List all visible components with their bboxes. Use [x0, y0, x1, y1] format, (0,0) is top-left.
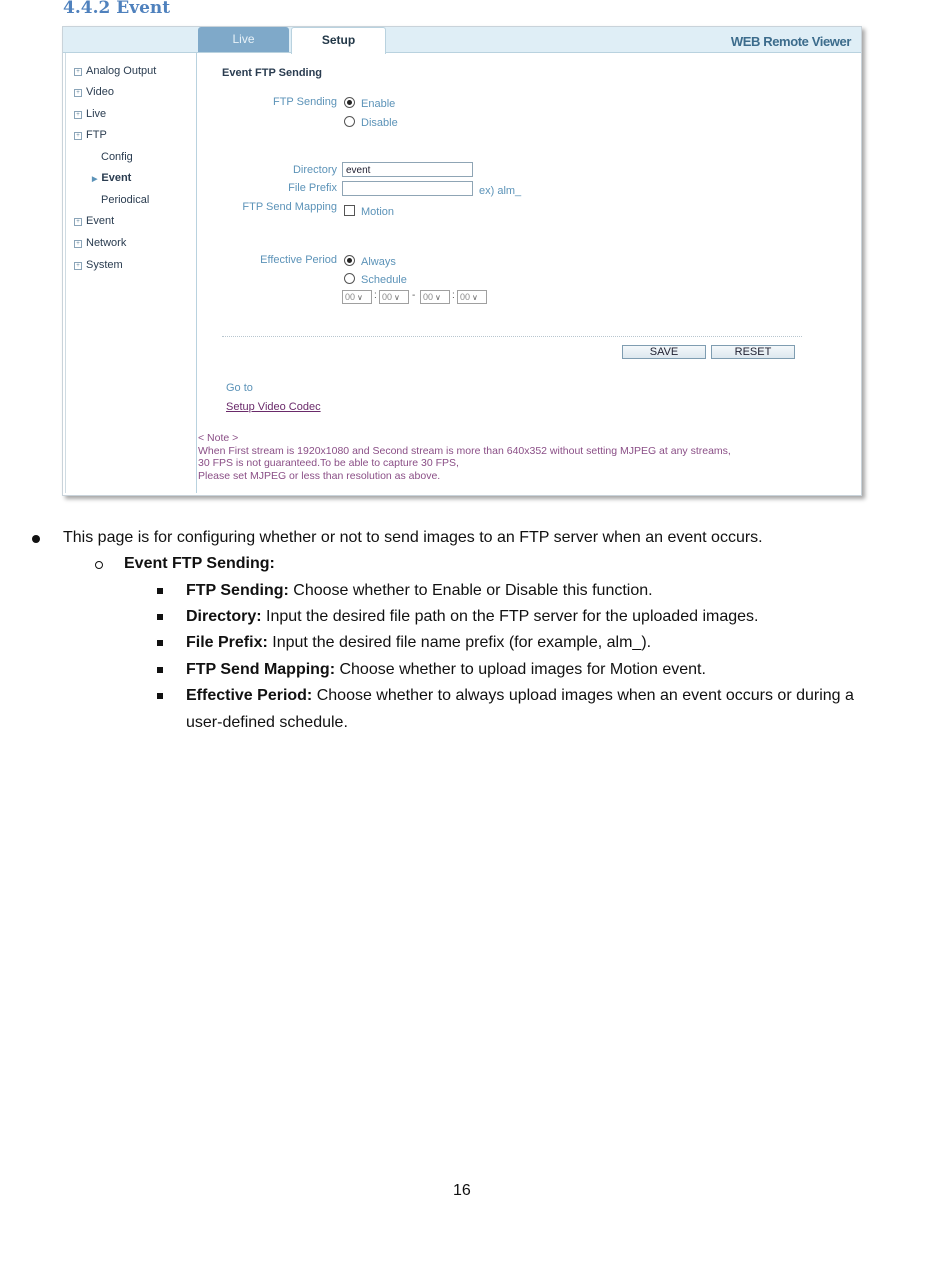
bullet-square-icon	[157, 614, 163, 620]
radio-checked-icon	[344, 255, 355, 266]
item-term: Effective Period:	[186, 687, 313, 704]
item-text: Input the desired file name prefix (for example, alm_).	[267, 634, 652, 651]
note-line: 30 FPS is not guaranteed.To be able to capture 30 FPS,	[198, 457, 459, 469]
list-item	[186, 687, 854, 705]
checkbox-label: Motion	[361, 206, 395, 218]
sidebar-subitem-event[interactable]	[92, 172, 131, 184]
list-item	[186, 608, 758, 626]
reset-button[interactable]: RESET	[711, 345, 795, 359]
divider	[222, 336, 802, 337]
sidebar-subitem-periodical[interactable]: Periodical	[101, 194, 150, 206]
sidebar-item-label: System	[86, 259, 123, 271]
item-term: File Prefix:	[186, 634, 268, 651]
sidebar-item-network[interactable]	[74, 237, 126, 249]
chevron-down-icon: ∨	[357, 293, 363, 302]
ftp-sending-disable-radio[interactable]	[344, 116, 398, 129]
chevron-down-icon: ∨	[472, 293, 478, 302]
chevron-down-icon: ∨	[394, 293, 400, 302]
select-value: 00	[460, 292, 471, 302]
sidebar-item-video[interactable]	[74, 86, 114, 98]
motion-checkbox[interactable]	[344, 205, 394, 218]
radio-label: Enable	[361, 98, 396, 110]
radio-checked-icon	[344, 97, 355, 108]
expand-icon: +	[74, 240, 82, 248]
ftp-send-mapping-label: FTP Send Mapping	[242, 201, 337, 213]
note-line: When First stream is 1920x1080 and Second stream is more than 640x352 without setting MJPEG at any streams,	[198, 444, 731, 457]
sidebar	[65, 53, 197, 493]
schedule-time-range	[342, 290, 502, 306]
checkbox-unchecked-icon	[344, 205, 355, 216]
period-schedule-radio[interactable]	[344, 273, 407, 286]
ftp-sending-label: FTP Sending	[272, 96, 337, 108]
tab-setup[interactable]: Setup	[291, 27, 386, 54]
item-term: Directory:	[186, 608, 262, 625]
sidebar-item-label: Analog Output	[86, 65, 157, 77]
list-item	[186, 634, 651, 652]
file-prefix-hint: ex) alm_	[479, 185, 522, 197]
tab-live[interactable]: Live	[198, 27, 289, 52]
settings-panel	[197, 53, 859, 493]
sidebar-item-label: Live	[86, 108, 107, 120]
expand-icon: +	[74, 218, 82, 226]
expand-icon: +	[74, 111, 82, 119]
top-tab-bar	[63, 27, 861, 53]
note-block	[198, 432, 731, 482]
note-heading: < Note >	[198, 432, 239, 444]
bullet-square-icon	[157, 640, 163, 646]
section-heading: 4.4.2 Event	[63, 0, 171, 18]
brand-logo: WEB Remote Viewer	[730, 34, 851, 49]
ui-screenshot	[62, 26, 862, 496]
sidebar-item-event[interactable]	[74, 215, 114, 227]
sidebar-item-label: FTP	[86, 129, 107, 141]
active-arrow-icon: ▶	[92, 176, 98, 183]
start-minute-select[interactable]	[379, 290, 409, 304]
radio-label: Schedule	[361, 274, 407, 286]
radio-label: Disable	[361, 117, 398, 129]
sidebar-item-system[interactable]	[74, 259, 123, 271]
list-item	[186, 582, 653, 600]
list-item	[186, 661, 706, 679]
sidebar-subitem-config[interactable]: Config	[101, 151, 133, 163]
directory-label: Directory	[292, 164, 337, 176]
time-separator: :	[374, 290, 377, 301]
subsection-heading: Event FTP Sending:	[124, 555, 275, 572]
item-text: Choose whether to Enable or Disable this function.	[288, 582, 653, 599]
radio-unchecked-icon	[344, 116, 355, 127]
bullet-square-icon	[157, 693, 163, 699]
effective-period-label: Effective Period	[260, 254, 337, 266]
expand-icon: +	[74, 68, 82, 76]
expand-icon: +	[74, 262, 82, 270]
file-prefix-input[interactable]	[342, 181, 473, 196]
bullet-disc-icon	[32, 535, 40, 543]
page-number: 16	[453, 1182, 471, 1199]
intro-paragraph: This page is for configuring whether or not to send images to an FTP server when an event occurs.	[63, 529, 763, 546]
period-always-radio[interactable]	[344, 255, 396, 268]
sidebar-item-label: Video	[86, 86, 114, 98]
end-minute-select[interactable]	[457, 290, 487, 304]
sidebar-item-ftp[interactable]	[74, 129, 107, 141]
item-text: Choose whether to upload images for Motion event.	[335, 661, 706, 678]
item-text: Choose whether to always upload images when an event occurs or during a	[312, 687, 854, 704]
end-hour-select[interactable]	[420, 290, 450, 304]
list-item-continuation: user-defined schedule.	[186, 714, 348, 731]
expand-icon: +	[74, 89, 82, 97]
time-separator: :	[452, 290, 455, 301]
bullet-square-icon	[157, 588, 163, 594]
save-button[interactable]: SAVE	[622, 345, 706, 359]
expand-icon: +	[74, 132, 82, 140]
radio-label: Always	[361, 256, 396, 268]
sidebar-item-analog-output[interactable]	[74, 65, 156, 77]
setup-video-codec-link[interactable]: Setup Video Codec	[226, 401, 321, 413]
file-prefix-label: File Prefix	[288, 182, 337, 194]
item-term: FTP Send Mapping:	[186, 661, 336, 678]
range-separator: -	[412, 290, 416, 301]
sidebar-item-label: Event	[86, 215, 115, 227]
select-value: 00	[382, 292, 393, 302]
select-value: 00	[345, 292, 356, 302]
note-line: Please set MJPEG or less than resolution as above.	[198, 469, 441, 482]
goto-label: Go to	[226, 382, 253, 394]
directory-input[interactable]: event	[342, 162, 473, 177]
sidebar-item-label: Network	[86, 237, 127, 249]
sidebar-item-label: Event	[101, 172, 132, 184]
chevron-down-icon: ∨	[435, 293, 441, 302]
bullet-circle-icon	[95, 561, 103, 569]
start-hour-select[interactable]	[342, 290, 372, 304]
select-value: 00	[423, 292, 434, 302]
ftp-sending-enable-radio[interactable]	[344, 97, 395, 110]
item-text: Input the desired file path on the FTP server for the uploaded images.	[261, 608, 759, 625]
radio-unchecked-icon	[344, 273, 355, 284]
item-term: FTP Sending:	[186, 582, 289, 599]
panel-title: Event FTP Sending	[222, 67, 323, 79]
bullet-square-icon	[157, 667, 163, 673]
sidebar-item-live[interactable]	[74, 108, 106, 120]
